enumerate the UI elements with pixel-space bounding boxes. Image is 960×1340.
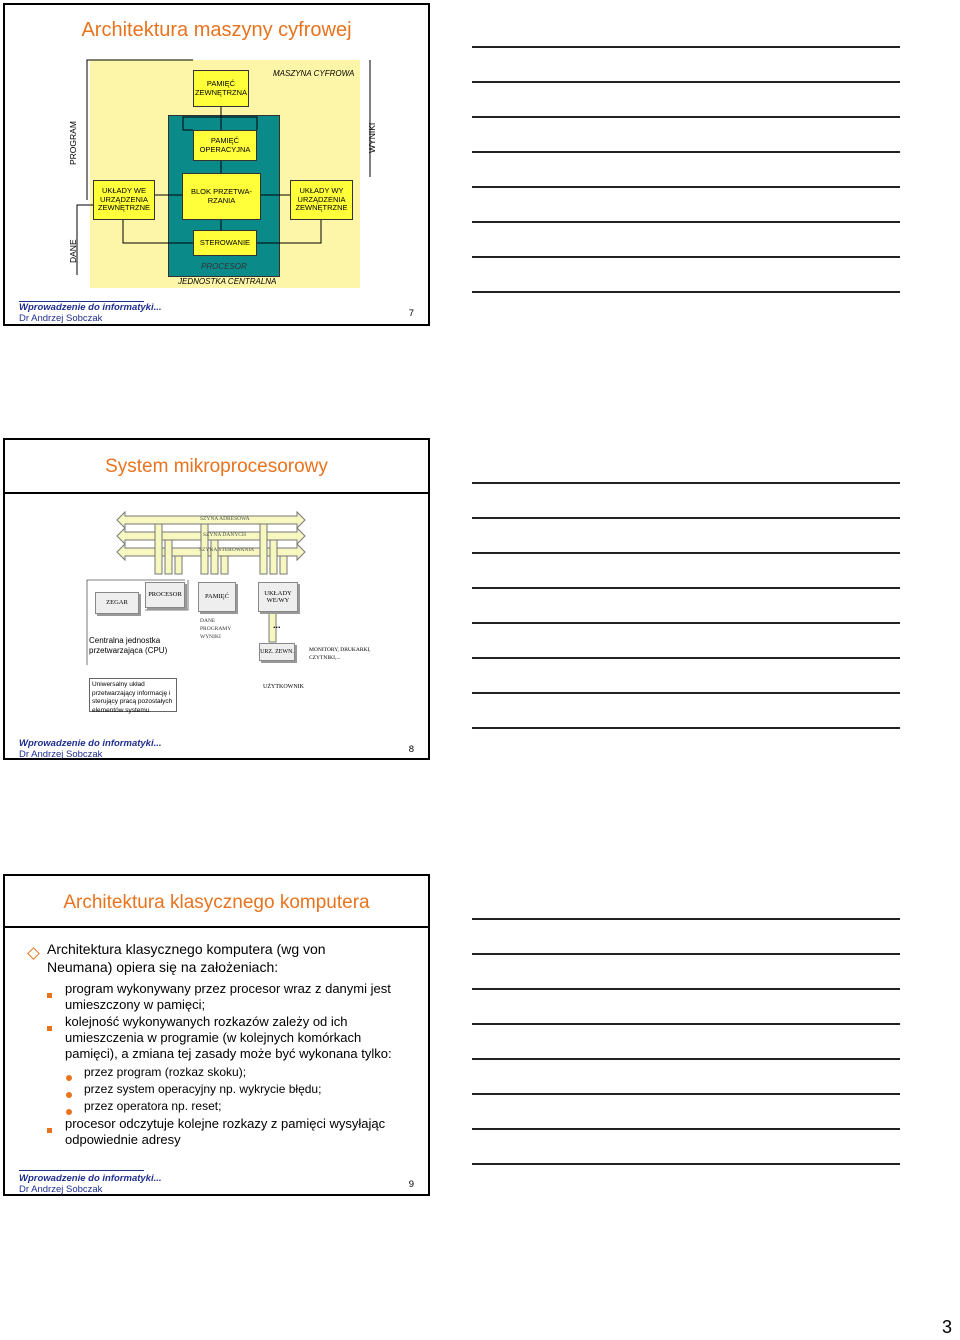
io-box: UKŁADY WE/WY (258, 582, 298, 612)
operating-memory-box: PAMIĘĆ OPERACYJNA (193, 130, 257, 161)
slide-title: Architektura klasycznego komputera (63, 892, 370, 913)
dots-label: ... (273, 620, 281, 630)
devices-label: MONITORY, DRUKARKI, CZYTNIKI,... (309, 647, 371, 661)
machine-label: MASZYNA CYFROWA (273, 69, 355, 78)
slide-8 (3, 438, 430, 760)
footer-author: Dr Andrzej Sobczak (19, 1184, 103, 1195)
input-devices-box: UKŁADY WE URZĄDZENIA ZEWNĘTRZNE (93, 180, 155, 220)
universal-unit-label: Uniwersalny układ przetwarzający informację i sterujący pracą pozostałych elementów systemu (89, 678, 177, 712)
output-devices-box: UKŁADY WY URZĄDZENIA ZEWNĘTRZNE (290, 180, 353, 220)
data-bus-label: SZYNA DANYCH (203, 532, 246, 538)
slide-9 (3, 874, 430, 1196)
sub-sub-bullet-c: przez operatora np. reset; (84, 1098, 404, 1114)
address-bus-label: SZYNA ADRESOWA (200, 516, 250, 522)
sub-sub-bullet-b: przez system operacyjny np. wykrycie błędu; (84, 1081, 404, 1097)
footer-course: Wprowadzenie do informatyki... (19, 738, 162, 749)
notes-lines-2 (472, 482, 900, 762)
footer-author: Dr Andrzej Sobczak (19, 749, 103, 760)
main-bullet: Architektura klasycznego komputera (wg von Neumana) opiera się na założeniach: (47, 940, 377, 976)
page-number: 8 (408, 744, 414, 755)
user-label: UŻYTKOWNIK (263, 684, 304, 690)
dot-bullet-icon (66, 1109, 72, 1115)
notes-lines-3 (472, 918, 900, 1198)
diamond-bullet-icon (27, 947, 40, 960)
page-number: 9 (408, 1179, 414, 1190)
cpu-label: Centralna jednostka przetwarzająca (CPU) (89, 636, 168, 655)
central-unit-label: JEDNOSTKA CENTRALNA (178, 277, 277, 286)
footer-rule (19, 1170, 144, 1171)
memory-contents-label: DANE PROGRAMY WYNIKI (200, 618, 231, 640)
results-label: WYNIKI (367, 122, 377, 153)
footer-course: Wprowadzenie do informatyki... (19, 1173, 162, 1184)
sub-bullet-1: program wykonywany przez procesor wraz z danymi jest umieszczony w pamięci; (65, 981, 405, 1013)
memory-box: PAMIĘĆ (198, 582, 236, 612)
dot-bullet-icon (66, 1075, 72, 1081)
sheet-page-number: 3 (941, 1317, 952, 1337)
control-bus-label: SZYNA STEROWANIA (199, 547, 255, 553)
page-number: 7 (408, 308, 414, 319)
control-box: STEROWANIE (193, 230, 257, 256)
notes-lines-1 (472, 46, 900, 326)
processing-block-box: BLOK PRZETWA-RZANIA (182, 173, 261, 220)
sub-sub-bullet-a: przez program (rozkaz skoku); (84, 1064, 404, 1080)
program-label: PROGRAM (68, 121, 78, 165)
slide-title: System mikroprocesorowy (105, 456, 328, 477)
square-bullet-icon (47, 1128, 52, 1133)
title-rule (5, 926, 428, 928)
footer-author: Dr Andrzej Sobczak (19, 313, 103, 324)
slide-title: Architektura maszyny cyfrowej (81, 19, 352, 41)
processor-box: PROCESOR (145, 582, 185, 608)
sub-bullet-2: kolejność wykonywanych rozkazów zależy od ich umieszczenia w programie (w kolejnych komórkach pamięci), a zmiana tej zasady może być wykonana tylko: (65, 1014, 410, 1062)
dot-bullet-icon (66, 1092, 72, 1098)
processor-label: PROCESOR (201, 262, 247, 271)
external-devices-box: URZ. ZEWN. (259, 643, 295, 661)
footer-course: Wprowadzenie do informatyki... (19, 302, 162, 313)
clock-box: ZEGAR (95, 592, 139, 614)
data-label: DANE (68, 239, 78, 263)
external-memory-box: PAMIĘĆ ZEWNĘTRZNA (193, 70, 249, 107)
square-bullet-icon (47, 993, 52, 998)
square-bullet-icon (47, 1026, 52, 1031)
sub-bullet-3: procesor odczytuje kolejne rozkazy z pamięci wysyłając odpowiednie adresy (65, 1116, 405, 1148)
slide-7 (3, 3, 430, 326)
